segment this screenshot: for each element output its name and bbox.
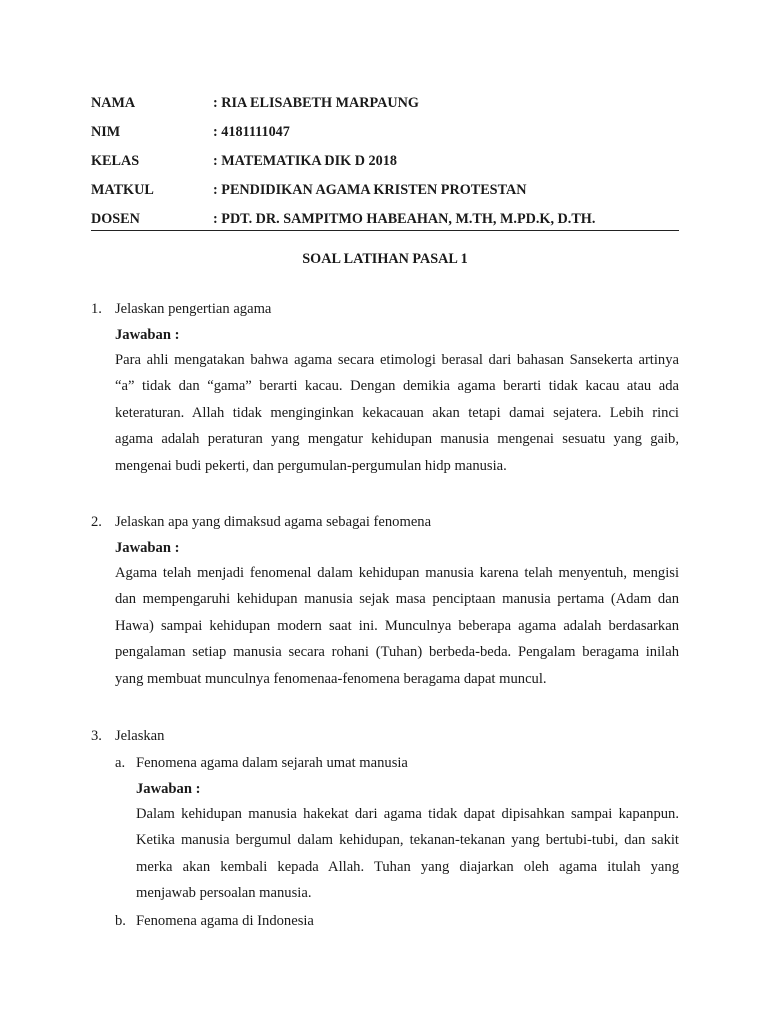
answer-paragraph [115, 347, 679, 479]
sub-question-letter: a. [115, 755, 126, 771]
identity-header [91, 93, 679, 238]
answer-line: “a” tidak dan “gama” berarti kacau. Dengan demikia agama berarti tidak kacau atau ada [115, 378, 679, 395]
answer-line: keteraturan. Allah tidak menginginkan kekacauan akan tetapi damai sejatera. Lebih rinci [115, 404, 679, 421]
answer-paragraph [115, 560, 679, 692]
answer-line: agama adalah peraturan yang mengatur kehidupan manusia mengenai sesuatu yang gaib, [115, 431, 679, 448]
question-line [91, 299, 679, 319]
question-line [91, 726, 679, 746]
question-number: 2. [91, 514, 102, 530]
sub-question-b [115, 911, 679, 931]
header-label: NAMA [91, 95, 136, 111]
answer-label: Jawaban : [136, 781, 201, 797]
header-row-course [91, 180, 679, 209]
question-line [91, 512, 679, 532]
answer-line: pengalaman setiap manusia secara rohani (Tuhan) berbeda-beda. Pengalam beragama inilah [115, 644, 679, 661]
question-3 [91, 726, 679, 931]
header-value: : RIA ELISABETH MARPAUNG [213, 95, 419, 111]
header-row-class [91, 151, 679, 180]
answer-line: mengenai budi pekerti, dan pergumulan-pergumulan hidp manusia. [115, 457, 507, 474]
question-2 [91, 512, 679, 692]
sub-question-line [115, 911, 679, 931]
question-number: 1. [91, 301, 102, 317]
answer-line: Hawa) sampai kehidupan modern saat ini. Munculnya beberapa agama adalah berdasarkan [115, 617, 679, 634]
sub-question-letter: b. [115, 912, 126, 929]
header-divider [91, 230, 679, 231]
answer-line: Para ahli mengatakan bahwa agama secara etimologi berasal dari bahasan Sansekerta artinya [115, 352, 679, 368]
answer-line: menjawab persoalan manusia. [136, 885, 312, 902]
header-row-lecturer [91, 209, 679, 238]
question-number: 3. [91, 728, 102, 744]
header-label: MATKUL [91, 182, 154, 198]
header-label: KELAS [91, 153, 140, 169]
question-text: Jelaskan apa yang dimaksud agama sebagai fenomena [115, 514, 432, 530]
header-label: DOSEN [91, 211, 140, 227]
header-value: : PDT. DR. SAMPITMO HABEAHAN, M.TH, M.PD.K, D.TH. [213, 211, 596, 227]
answer-paragraph [136, 801, 679, 907]
question-text: Jelaskan pengertian agama [115, 301, 272, 317]
answer-line: Ketika manusia bergumul dalam kehidupan, tekanan-tekanan yang bertubi-tubi, dan sakit [136, 832, 679, 849]
answer-line: Agama telah menjadi fenomenal dalam kehidupan manusia karena telah menyentuh, mengisi [115, 565, 679, 581]
header-value: : 4181111047 [213, 124, 290, 140]
document-title: SOAL LATIHAN PASAL 1 [302, 251, 468, 267]
question-text: Jelaskan [115, 728, 165, 744]
sub-question-text: Fenomena agama dalam sejarah umat manusia [136, 755, 408, 771]
answer-label: Jawaban : [115, 327, 180, 343]
answer-line: yang membuat munculnya fenomenaa-fenomena beragama dapat muncul. [115, 670, 547, 687]
answer-line: Dalam kehidupan manusia hakekat dari agama tidak dapat dipisahkan sampai kapanpun. [136, 806, 679, 822]
header-label: NIM [91, 124, 121, 140]
header-row-name [91, 93, 679, 122]
sub-question-text: Fenomena agama di Indonesia [136, 912, 314, 929]
answer-label: Jawaban : [115, 540, 180, 556]
sub-question-a [115, 753, 679, 907]
question-1 [91, 299, 679, 479]
header-value: : MATEMATIKA DIK D 2018 [213, 153, 397, 169]
answer-line: merka akan kembali kepada Allah. Tuhan yang diajarkan oleh agama itulah yang [136, 858, 679, 875]
header-row-nim [91, 122, 679, 151]
sub-question-line [115, 753, 679, 773]
answer-line: dan mempengaruhi kehidupan manusia sejak masa penciptaan manusia pertama (Adam dan [115, 591, 679, 608]
header-value: : PENDIDIKAN AGAMA KRISTEN PROTESTAN [213, 182, 527, 198]
